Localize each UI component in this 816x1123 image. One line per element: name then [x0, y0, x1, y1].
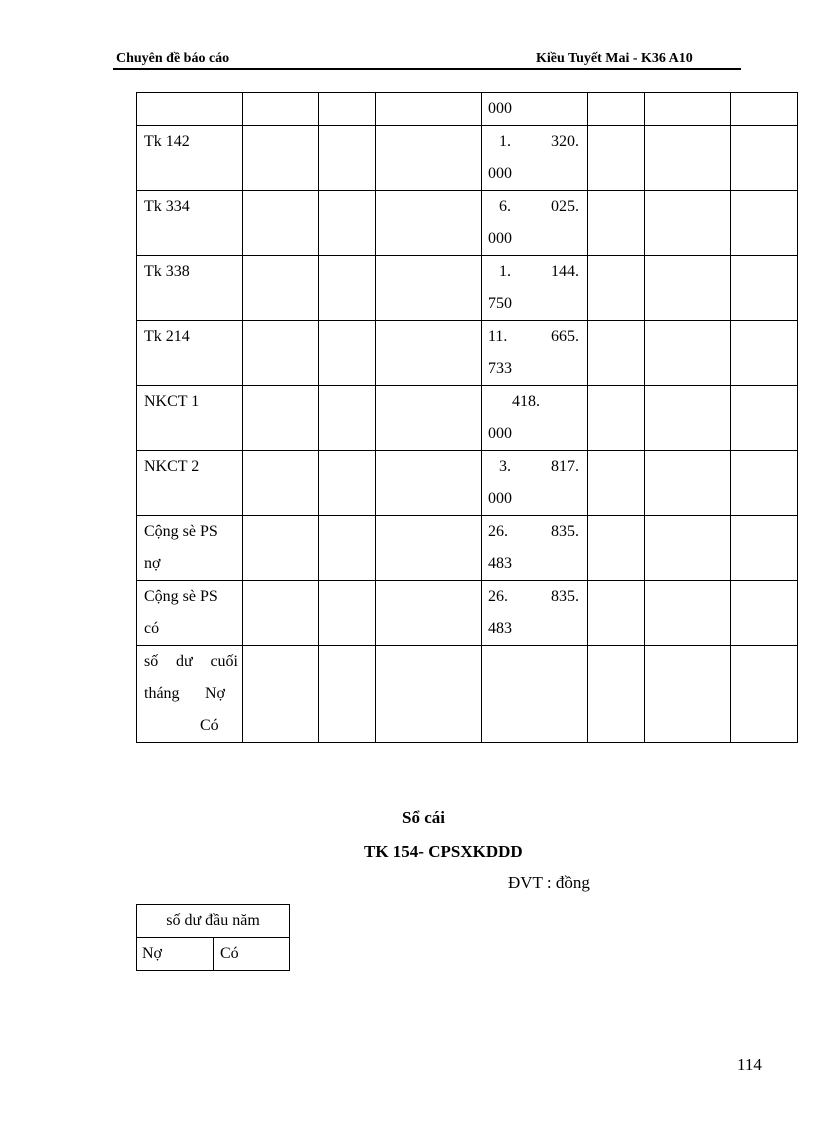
label-cell: số dư cuối tháng Nợ Có — [137, 646, 243, 743]
table-row — [137, 905, 290, 938]
label-cell: Cộng sè PS nợ — [137, 516, 243, 581]
opening-balance-table — [136, 904, 290, 971]
label-cell: Tk 142 — [137, 126, 243, 191]
credit-label: Có — [214, 938, 290, 971]
label-cell: Cộng sè PS có — [137, 581, 243, 646]
amount-cell: 26. 835. 483 — [482, 516, 588, 581]
label-cell: NKCT 2 — [137, 451, 243, 516]
amount-cell: 11. 665. 733 — [482, 321, 588, 386]
unit-label: ĐVT : đồng — [508, 873, 590, 892]
table-row — [137, 646, 798, 743]
amount-cell: 1. 144. 750 — [482, 256, 588, 321]
label-cell — [137, 93, 243, 126]
table-row — [137, 93, 798, 126]
table-row — [137, 386, 798, 451]
label-cell: Tk 338 — [137, 256, 243, 321]
page-number: 114 — [737, 1055, 762, 1074]
table-row — [137, 256, 798, 321]
amount-cell: 000 — [482, 93, 588, 126]
table-row — [137, 516, 798, 581]
header-left: Chuyên đề báo cáo — [116, 51, 230, 66]
debit-label: Nợ — [137, 938, 214, 971]
amount-cell: 1. 320. 000 — [482, 126, 588, 191]
label-cell: NKCT 1 — [137, 386, 243, 451]
amount-cell: 3. 817. 000 — [482, 451, 588, 516]
amount-cell: 6. 025. 000 — [482, 191, 588, 256]
table-row — [137, 938, 290, 971]
label-cell: Tk 334 — [137, 191, 243, 256]
ledger-table — [136, 92, 798, 743]
table-row — [137, 126, 798, 191]
amount-cell: 26. 835. 483 — [482, 581, 588, 646]
table-row — [137, 581, 798, 646]
amount-cell: 418. 000 — [482, 386, 588, 451]
ledger-title: Sổ cái — [402, 808, 445, 827]
ledger-subtitle: TK 154- CPSXKDDD — [364, 842, 523, 861]
header-right: Kiều Tuyết Mai - K36 A10 — [536, 51, 693, 66]
header-rule — [113, 68, 741, 70]
opening-balance-header: số dư đầu năm — [137, 905, 290, 938]
table-row — [137, 321, 798, 386]
label-cell: Tk 214 — [137, 321, 243, 386]
table-row — [137, 451, 798, 516]
table-row — [137, 191, 798, 256]
